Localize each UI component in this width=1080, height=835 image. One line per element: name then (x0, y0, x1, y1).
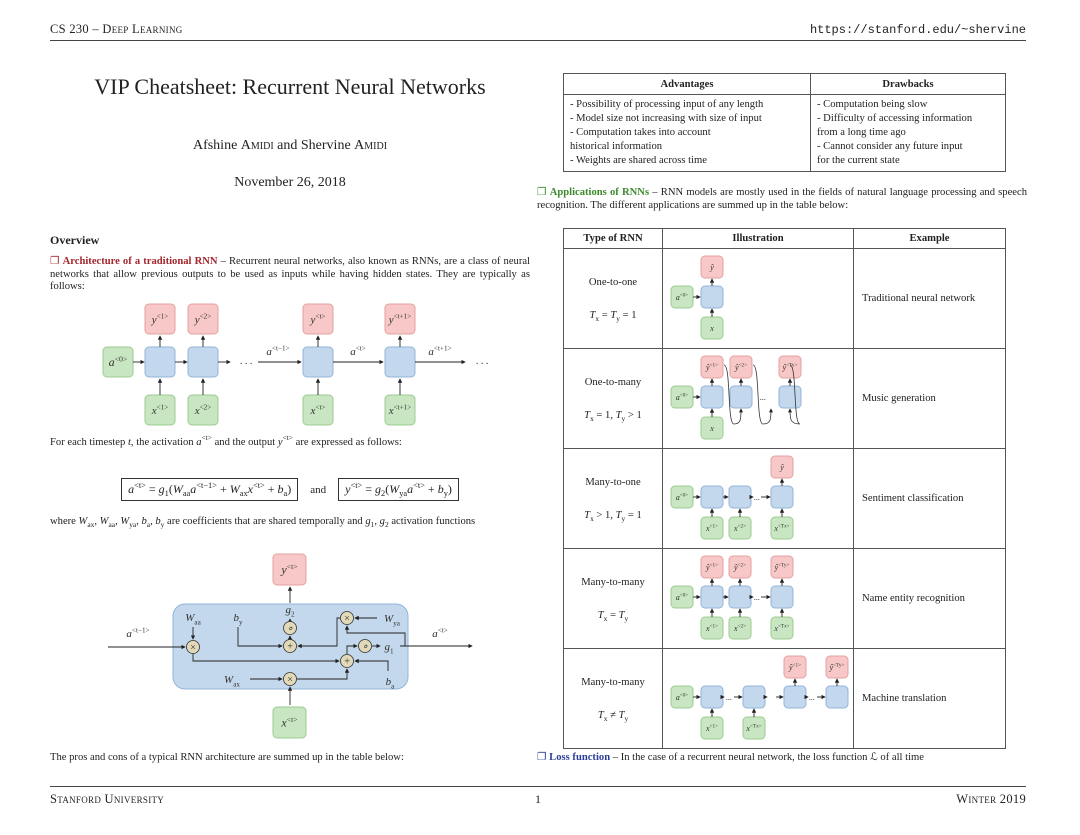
math-fragment: T (615, 509, 622, 521)
math-fragment: x (590, 413, 594, 423)
math-fragment: T (610, 309, 617, 321)
rnn-type-condition (564, 310, 662, 321)
math-fragment: aa (108, 520, 116, 529)
hidden-cell-box (729, 486, 751, 508)
math-fragment: g (158, 482, 165, 496)
math-fragment: are expressed as follows: (292, 437, 402, 448)
hidden-cell-box (701, 586, 723, 608)
math-fragment: b (141, 516, 147, 527)
advantage-line: - Weights are shared across time (570, 155, 707, 166)
rnn-type-condition (564, 410, 662, 421)
applications-heading: Applications of RNNs (549, 187, 650, 198)
math-fragment: <t> (201, 433, 212, 442)
math-fragment: a (128, 482, 135, 496)
math-fragment: ya (399, 489, 408, 498)
equation-and: and (310, 483, 327, 496)
math-fragment: 2 (384, 520, 389, 529)
output-equation (338, 478, 459, 501)
math-fragment: aa (182, 489, 191, 498)
diagram-label: $ŷ^{<Ty>}$ (774, 562, 790, 572)
diagram-label: $ŷ^{<2>}$ (733, 562, 747, 572)
illustration-cell (663, 549, 854, 649)
diagram-label: $a^{<t>}$ (350, 344, 366, 358)
add-node-symbol: + (343, 656, 351, 668)
drawback-line: - Cannot consider any future input (817, 141, 963, 152)
advantage-line: - Computation takes into account (570, 127, 711, 138)
diagram-label: $ŷ^{<Ty>}$ (829, 662, 845, 672)
loss-paragraph (537, 752, 1027, 765)
ellipsis: · · · (239, 359, 253, 370)
hidden-cell-box (771, 586, 793, 608)
diagram-label: $x^{<2>}$ (733, 623, 747, 633)
math-fragment: y (345, 482, 351, 496)
hidden-cell-box (779, 386, 801, 408)
example-cell: Machine translation (854, 649, 1006, 749)
math-fragment: , (115, 516, 121, 527)
math-fragment: y (624, 613, 629, 623)
math-fragment: y (616, 313, 620, 323)
rnn-type-name: Many-to-many (581, 676, 645, 688)
math-fragment: = (362, 482, 376, 496)
architecture-paragraph (50, 256, 530, 294)
math-fragment: y (160, 520, 165, 529)
rnn-cell-diagram (100, 547, 500, 745)
math-fragment: b (437, 482, 444, 496)
hidden-cell-box (701, 686, 723, 708)
math-fragment: y (443, 489, 448, 498)
diagram-label: $a^{<t-1>}$ (266, 344, 290, 358)
activation-node-symbol: ∘ (286, 623, 294, 635)
drawback-line: from a long time ago (817, 127, 906, 138)
hidden-cell-box (784, 686, 806, 708)
math-fragment: x (603, 613, 608, 623)
diagram-label: $x^{<t+1>}$ (388, 403, 412, 417)
math-fragment: ( (168, 482, 173, 496)
diagram-label: $x^{<Tx>}$ (746, 723, 762, 733)
math-fragment: activation functions (388, 516, 476, 527)
loss-heading: Loss function (549, 752, 611, 763)
ellipsis: ... (809, 693, 815, 702)
advantage-line: - Model size not increasing with size of input (570, 113, 762, 124)
diagram-label: $b_a$ (385, 676, 395, 691)
example-cell: Sentiment classification (854, 449, 1006, 549)
diagram-label: $y^{<t>}$ (281, 561, 298, 577)
hidden-cell-box (701, 386, 723, 408)
diagram-label: $x^{<1>}$ (705, 523, 719, 533)
rnn-illustration (663, 249, 853, 345)
hidden-cell-box (743, 686, 765, 708)
drawback-line: - Computation being slow (817, 99, 928, 110)
math-fragment: ( (385, 482, 390, 496)
math-fragment: <t> (350, 481, 363, 490)
math-fragment: W (389, 482, 400, 496)
diagram-label: $x^{<2>}$ (194, 403, 212, 417)
timestep-text (50, 433, 530, 450)
architecture-text: – Recurrent neural networks, also known as RNNs, are a class of neural networks that allow previous outputs to be used as inputs while having hidden states. They are typically as follows: (50, 256, 530, 292)
illustration-header: Illustration (663, 229, 854, 249)
date: November 26, 2018 (234, 175, 346, 190)
diagram-label: $a^{<0>}$ (108, 354, 128, 370)
math-fragment: t (127, 437, 131, 448)
diagram-label: $W_{ya}$ (384, 613, 400, 628)
applications-paragraph (537, 187, 1027, 212)
rnn-type-name: Many-to-one (585, 476, 641, 488)
drawbacks-header: Drawbacks (811, 74, 1006, 95)
math-fragment: x (590, 513, 594, 523)
architecture-heading: Architecture of a traditional RNN (62, 256, 218, 267)
diagram-label: $x^{<2>}$ (733, 523, 747, 533)
diagram-label: $g_2$ (285, 604, 295, 619)
math-fragment: <t> (413, 481, 425, 490)
illustration-cell (663, 249, 854, 349)
math-fragment: T (584, 509, 591, 521)
math-fragment: x (595, 313, 600, 323)
math-fragment: ≠ (607, 709, 619, 721)
drawbacks-cell (811, 95, 1006, 172)
math-fragment: = 1 (619, 309, 637, 321)
applications-text: – RNN models are mostly used in the fields of natural language processing and speech recognition. The different applications are summed up in the table below: (537, 187, 1027, 211)
rnn-type-cell (564, 349, 663, 449)
diagram-label: $a^{<0>}$ (675, 692, 689, 702)
rnn-type-row (564, 349, 1006, 449)
diagram-label: ŷ (780, 462, 784, 472)
math-fragment: b (155, 516, 161, 527)
math-fragment: T (597, 709, 604, 721)
math-fragment: T (584, 409, 591, 421)
multiply-node-symbol: × (189, 642, 197, 654)
diagram-label: $a^{<t+1>}$ (428, 344, 452, 358)
example-cell: Traditional neural network (854, 249, 1006, 349)
rnn-type-cell (564, 449, 663, 549)
math-fragment: where (50, 516, 79, 527)
coefficients-text (50, 516, 530, 529)
footer-rule (50, 786, 1026, 787)
math-fragment: + (264, 482, 278, 496)
rnn-type-name: One-to-many (584, 376, 642, 388)
authors-and: and (277, 138, 298, 153)
rnn-type-condition (564, 710, 662, 721)
diagram-label: $y^{<t>}$ (310, 312, 326, 326)
footer-term: Winter 2019 (956, 792, 1026, 806)
diagram-label: $x^{<t>}$ (281, 714, 298, 730)
rnn-type-cell (564, 649, 663, 749)
illustration-cell (663, 449, 854, 549)
illustration-cell (663, 649, 854, 749)
math-fragment: 2 (381, 489, 386, 498)
math-fragment: , the activation (130, 437, 197, 448)
hidden-cell-box (303, 347, 333, 377)
diagram-label: $g_1$ (384, 641, 394, 656)
page-title: VIP Cheatsheet: Recurrent Neural Networks (94, 74, 486, 99)
equation-row (50, 478, 530, 501)
pros-cons-text: The pros and cons of a typical RNN architecture are summed up in the table below: (50, 752, 404, 763)
math-fragment: y (621, 413, 626, 423)
section-bullet-icon: ❐ (50, 256, 60, 267)
diagram-label: $W_{aa}$ (185, 612, 201, 627)
type-header: Type of RNN (564, 229, 663, 249)
rnn-type-cell (564, 549, 663, 649)
math-fragment: a (190, 482, 197, 496)
overview-heading: Overview (50, 233, 100, 247)
math-fragment: = (145, 482, 159, 496)
diagram-label: $a^{<0>}$ (675, 592, 689, 602)
authors (50, 138, 530, 154)
drawback-line: for the current state (817, 155, 900, 166)
diagram-label: $x^{<1>}$ (705, 623, 719, 633)
ellipsis: ... (726, 693, 732, 702)
advantages-header: Advantages (564, 74, 811, 95)
hidden-cell-box (826, 686, 848, 708)
loss-text: – In the case of a recurrent neural network, the loss function ℒ of all time (610, 752, 924, 763)
rnn-type-row (564, 549, 1006, 649)
math-fragment: + (216, 482, 230, 496)
activation-node-symbol: ∘ (361, 641, 369, 653)
diagram-label: $a^{<t>}$ (432, 626, 448, 640)
math-fragment: T (589, 309, 596, 321)
page-number: 1 (535, 792, 541, 806)
math-fragment: ya (129, 520, 137, 529)
math-fragment: a (283, 489, 288, 498)
rnn-illustration (663, 449, 853, 545)
section-bullet-icon: ❐ (537, 187, 547, 198)
activation-equation (121, 478, 298, 501)
math-fragment: > 1, (593, 509, 616, 521)
math-fragment: ) (287, 482, 292, 496)
diagram-label: $W_{ax}$ (224, 674, 240, 689)
illustration-cell (663, 349, 854, 449)
math-fragment: y (621, 513, 626, 523)
diagram-label: $a^{<0>}$ (675, 392, 689, 402)
multiply-node-symbol: × (286, 674, 294, 686)
math-fragment: ax (87, 520, 95, 529)
diagram-label: $x^{<1>}$ (151, 403, 169, 417)
diagram-label: $ŷ^{<Ty>}$ (782, 362, 798, 372)
math-fragment: W (172, 482, 183, 496)
diagram-label: $a^{<t-1>}$ (126, 626, 150, 640)
ellipsis: · · · (475, 359, 489, 370)
math-fragment: , (94, 516, 100, 527)
diagram-label: $ŷ^{<2>}$ (734, 362, 748, 372)
rnn-type-name: Many-to-many (581, 576, 645, 588)
rnn-type-name: One-to-one (588, 276, 638, 288)
math-fragment: W (99, 516, 109, 527)
math-fragment: a (196, 437, 202, 448)
hidden-cell-box (385, 347, 415, 377)
section-bullet-icon: ❐ (537, 752, 547, 763)
math-fragment: <t−1> (196, 481, 217, 490)
author-last-name: Amidi (354, 138, 388, 153)
author-url[interactable]: https://stanford.edu/~shervine (809, 23, 1026, 37)
footer-university: Stanford University (50, 792, 165, 806)
diagram-label: $a^{<0>}$ (675, 492, 689, 502)
diagram-label: $y^{<t+1>}$ (388, 312, 412, 326)
example-header: Example (854, 229, 1006, 249)
advantage-line: historical information (570, 141, 663, 152)
math-fragment: 1 (370, 520, 375, 529)
diagram-label: $y^{<1>}$ (151, 312, 169, 326)
diagram-label: $ŷ^{<1>}$ (788, 662, 802, 672)
rnn-illustration (663, 349, 853, 445)
diagram-label: $x^{<Tx>}$ (774, 623, 790, 633)
diagram-label: $ŷ^{<1>}$ (705, 562, 719, 572)
math-fragment: > 1 (625, 409, 642, 421)
rnn-illustration (663, 649, 853, 745)
hidden-cell-box (730, 386, 752, 408)
math-fragment: , (374, 516, 380, 527)
hidden-cell-box (729, 586, 751, 608)
rnn-type-row (564, 649, 1006, 749)
rnn-type-row (564, 249, 1006, 349)
diagram-label: $x^{<1>}$ (705, 723, 719, 733)
multiply-node-symbol: × (343, 613, 351, 625)
diagram-label: $b_y$ (233, 612, 243, 627)
rnn-illustration (663, 549, 853, 645)
ellipsis: ... (760, 393, 766, 402)
rnn-type-cell (564, 249, 663, 349)
math-fragment: x (247, 482, 253, 496)
math-fragment: W (229, 482, 240, 496)
diagram-label: $a^{<0>}$ (675, 292, 689, 302)
math-fragment: , (136, 516, 142, 527)
hidden-cell-box (145, 347, 175, 377)
math-fragment: are coefficients that are shared temporally and (164, 516, 366, 527)
math-fragment: = 1 (625, 509, 642, 521)
math-fragment: 1 (164, 489, 169, 498)
course-header: CS 230 – Deep Learning (50, 22, 183, 36)
math-fragment: g (365, 516, 371, 527)
math-fragment: W (78, 516, 88, 527)
math-fragment: a (146, 520, 151, 529)
diagram-label: $ŷ^{<1>}$ (705, 362, 719, 372)
pros-cons-table (563, 73, 1006, 172)
math-fragment: , (150, 516, 156, 527)
math-fragment: x (603, 713, 608, 723)
math-fragment: = (599, 309, 611, 321)
math-fragment: <t> (252, 481, 265, 490)
hidden-cell-box (771, 486, 793, 508)
math-fragment: T (615, 409, 622, 421)
ellipsis: ... (754, 593, 760, 602)
diagram-label: ŷ (710, 262, 714, 272)
hidden-cell-box (701, 286, 723, 308)
diagram-label: x (710, 323, 714, 333)
diagram-label: $y^{<2>}$ (194, 312, 212, 326)
author-first-name: Shervine (300, 138, 351, 153)
math-fragment: T (618, 709, 625, 721)
rnn-types-table (563, 228, 1006, 749)
rnn-type-condition (564, 510, 662, 521)
math-fragment: W (120, 516, 130, 527)
example-cell: Music generation (854, 349, 1006, 449)
rnn-unrolled-diagram (50, 297, 530, 432)
math-fragment: <t> (282, 433, 293, 442)
math-fragment: and the output (211, 437, 278, 448)
math-fragment: ) (447, 482, 452, 496)
math-fragment: T (618, 609, 625, 621)
math-fragment: b (277, 482, 284, 496)
diagram-label: $x^{<Tx>}$ (774, 523, 790, 533)
math-fragment: = (607, 609, 619, 621)
math-fragment: y (277, 437, 283, 448)
math-fragment: <t> (134, 481, 146, 490)
advantage-line: - Possibility of processing input of any length (570, 99, 764, 110)
example-cell: Name entity recognition (854, 549, 1006, 649)
add-node-symbol: + (286, 641, 294, 653)
math-fragment: For each timestep (50, 437, 128, 448)
hidden-cell-box (188, 347, 218, 377)
author-first-name: Afshine (192, 138, 238, 153)
math-fragment: = 1, (593, 409, 616, 421)
math-fragment: g (379, 516, 385, 527)
math-fragment: + (424, 482, 438, 496)
right-column (537, 73, 1027, 749)
math-fragment: T (597, 609, 604, 621)
math-fragment: ax (239, 489, 248, 498)
author-last-name: Amidi (240, 138, 274, 153)
drawback-line: - Difficulty of accessing information (817, 113, 973, 124)
math-fragment: g (375, 482, 382, 496)
math-fragment: a (407, 482, 414, 496)
hidden-cell-box (701, 486, 723, 508)
ellipsis: ... (754, 493, 760, 502)
math-fragment: y (624, 713, 629, 723)
rnn-type-row (564, 449, 1006, 549)
rnn-type-condition (564, 610, 662, 621)
diagram-label: x (710, 423, 714, 433)
advantages-cell (564, 95, 811, 172)
diagram-label: $x^{<t>}$ (310, 403, 326, 417)
header-rule (50, 40, 1026, 41)
